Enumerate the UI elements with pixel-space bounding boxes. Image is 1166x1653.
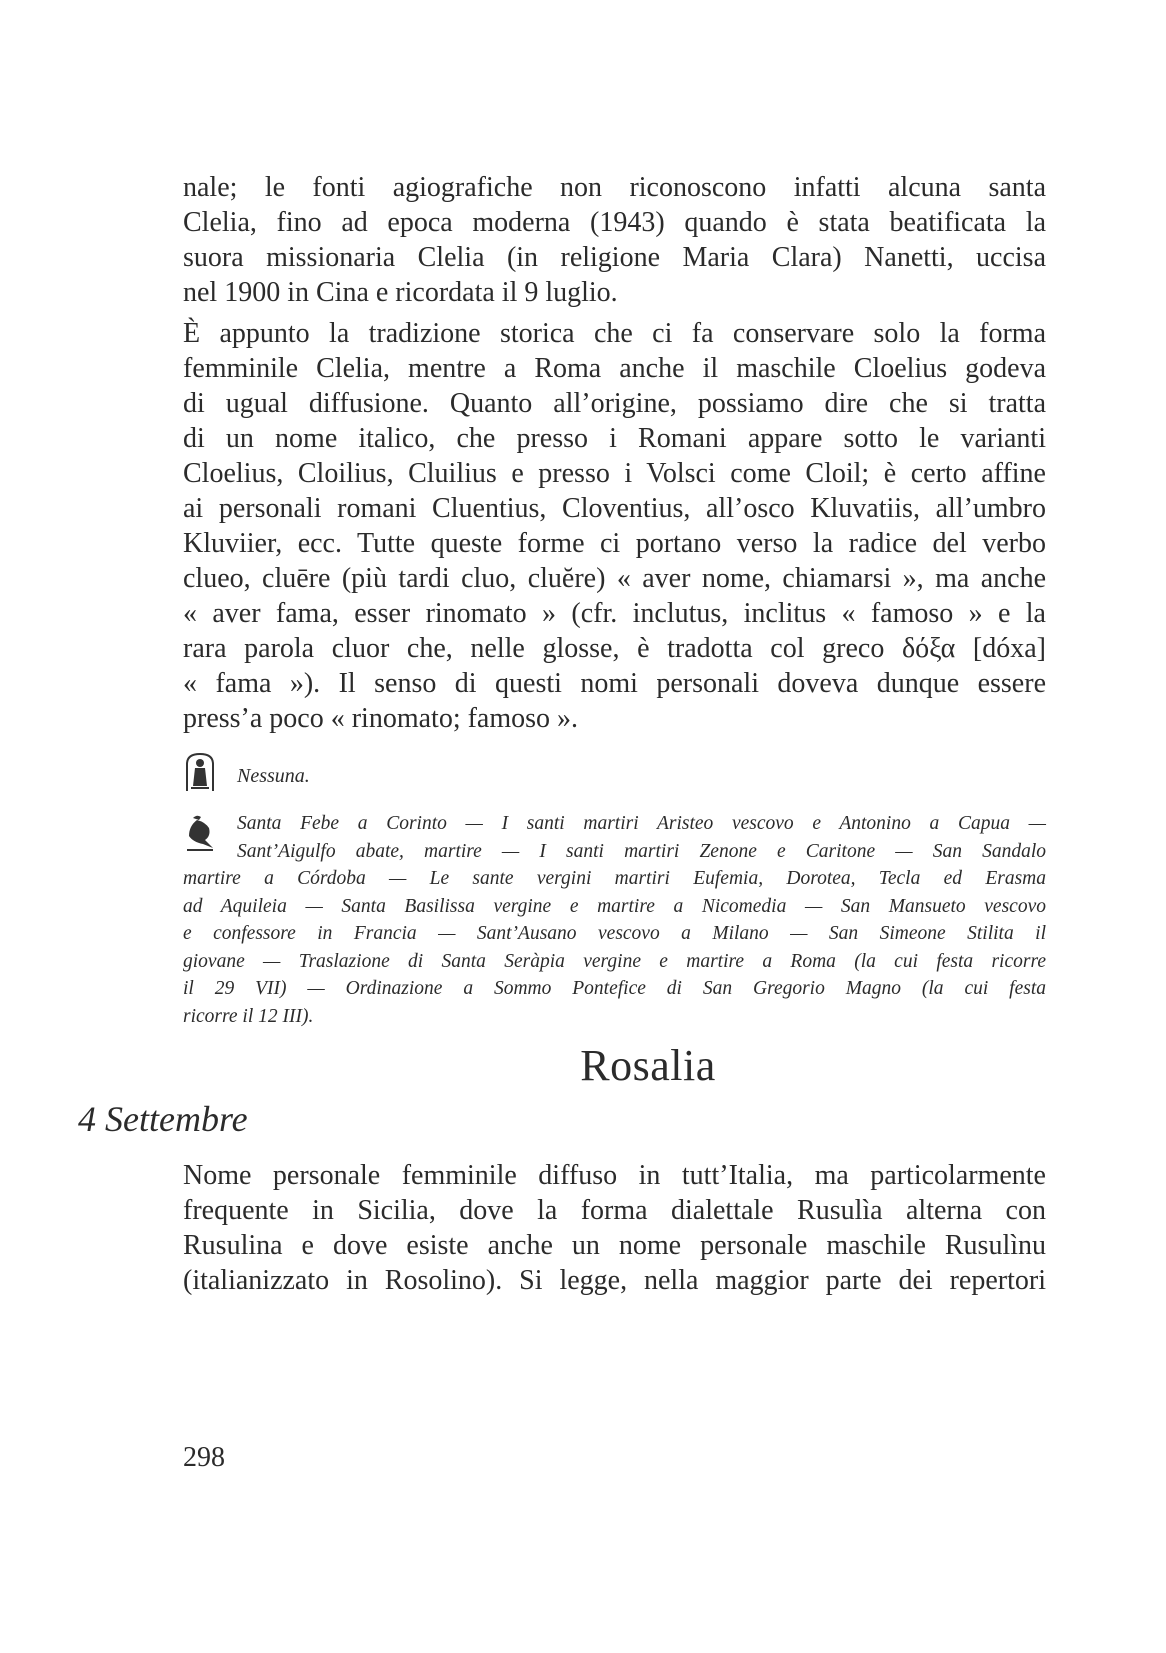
- text-line: (italianizzato in Rosolino). Si legge, nella maggior parte dei repertori: [183, 1265, 1046, 1296]
- other-saints-list: [183, 810, 1046, 1030]
- text-line: di ugual diffusione. Quanto all’origine, possiamo dire che si tratta: [183, 388, 1046, 419]
- text-line: frequente in Sicilia, dove la forma dialettale Rusulìa alterna con: [183, 1195, 1046, 1226]
- feast-date: 4 Settembre: [78, 1099, 248, 1139]
- page-number: 298: [183, 1442, 225, 1473]
- text-line: ai personali romani Cluentius, Cloventius, all’osco Kluvatiis, all’umbro: [183, 493, 1046, 524]
- patron-text: Nessuna.: [237, 765, 310, 787]
- patron-saint-row: [183, 752, 1046, 794]
- text-line: rara parola cluor che, nelle glosse, è tradotta col greco δόξα [dóxa]: [183, 633, 1046, 664]
- text-line: Nome personale femminile diffuso in tutt’Italia, ma particolarmente: [183, 1160, 1046, 1191]
- text-line: clueo, cluēre (più tardi cluo, cluĕre) « aver nome, chiamarsi », ma anche: [183, 563, 1046, 594]
- text-line: Kluviier, ecc. Tutte queste forme ci portano verso la radice del verbo: [183, 528, 1046, 559]
- paragraph-rosalia: [183, 1158, 1046, 1298]
- text-line: suora missionaria Clelia (in religione Maria Clara) Nanetti, uccisa: [183, 242, 1046, 273]
- paragraph-clelia-origin: [183, 316, 1046, 736]
- text-line: nel 1900 in Cina e ricordata il 9 luglio.: [183, 277, 618, 308]
- text-line: « aver fama, esser rinomato » (cfr. inclutus, inclitus « famoso » e la: [183, 598, 1046, 629]
- text-line: press’a poco « rinomato; famoso ».: [183, 703, 579, 734]
- text-line: giovane — Traslazione di Santa Seràpia vergine e martire a Roma (la cui festa ricorre: [183, 950, 1046, 972]
- text-line: Clelia, fino ad epoca moderna (1943) quando è stata beatificata la: [183, 207, 1046, 238]
- text-line: Rusulina e dove esiste anche un nome personale maschile Rusulìnu: [183, 1230, 1046, 1261]
- eagle-icon: [183, 812, 217, 852]
- text-line: martire a Córdoba — Le sante vergini martiri Eufemia, Dorotea, Tecla ed Erasma: [183, 868, 1046, 889]
- text-line: nale; le fonti agiografiche non riconoscono infatti alcuna santa: [183, 172, 1046, 203]
- saint-figure-icon: [183, 752, 217, 792]
- text-line: È appunto la tradizione storica che ci fa conservare solo la forma: [183, 318, 1046, 349]
- text-line: Santa Febe a Corinto — I santi martiri Aristeo vescovo e Antonino a Capua —: [237, 813, 1046, 834]
- paragraph-clelia-end: [183, 170, 1046, 310]
- text-line: di un nome italico, che presso i Romani appare sotto le varianti: [183, 423, 1046, 454]
- text-line: « fama »). Il senso di questi nomi personali doveva dunque essere: [183, 668, 1046, 699]
- text-line: ad Aquileia — Santa Basilissa vergine e martire a Nicomedia — San Mansueto vescovo: [183, 895, 1046, 917]
- text-line: Cloelius, Cloilius, Cluilius e presso i Volsci come Cloil; è certo affine: [183, 458, 1046, 489]
- text-line: ricorre il 12 III).: [183, 1005, 314, 1027]
- text-line: il 29 VII) — Ordinazione a Sommo Pontefice di San Gregorio Magno (la cui festa: [183, 978, 1046, 999]
- other-saints-row: [183, 810, 1046, 1030]
- text-line: femminile Clelia, mentre a Roma anche il maschile Cloelius godeva: [183, 353, 1046, 384]
- text-line: Sant’Aigulfo abate, martire — I santi martiri Zenone e Caritone — San Sandalo: [237, 840, 1046, 862]
- text-line: e confessore in Francia — Sant’Ausano vescovo a Milano — San Simeone Stilita il: [183, 923, 1046, 944]
- entry-name-heading: Rosalia: [580, 1041, 716, 1090]
